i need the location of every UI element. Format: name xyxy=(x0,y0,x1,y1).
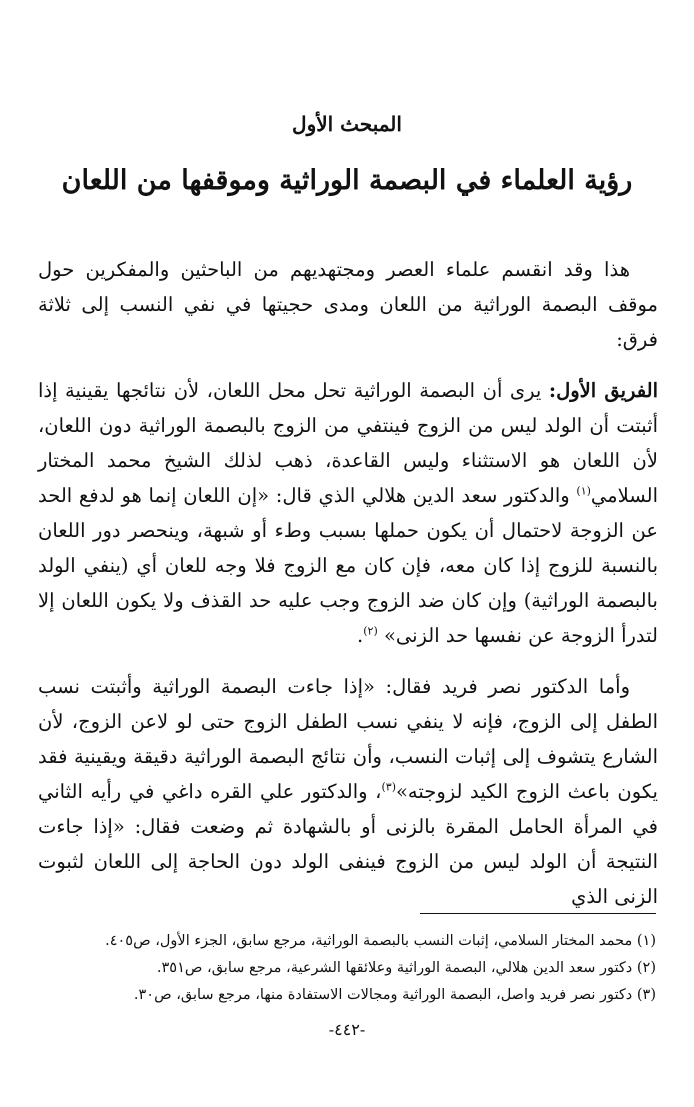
footnotes xyxy=(26,928,656,1009)
group1-end: . xyxy=(357,624,364,647)
paragraph-intro xyxy=(38,252,658,357)
group1-text-b: والدكتور سعد الدين هلالي الذي قال: «إن اللعان إنما هو لدفع الحد عن الزوجة لاحتمال أن يكون حملها بسبب وطء أو شبهة، وينحصر دور اللعان بالنسبة للزوج إذا كان معه، فإن كان مع الزوج فلا وجه للعان أي (ينفي الولد بالبصمة الوراثية) وإن كان ضد الزوج وجب عليه حد القذف ولا يكون اللعان إلا لتدرأ الزوجة عن نفسها حد الزنى» xyxy=(38,484,658,647)
page-title: رؤية العلماء في البصمة الوراثية وموقفها من اللعان xyxy=(61,165,633,196)
footnote-1: (١) محمد المختار السلامي، إثبات النسب بالبصمة الوراثية، مرجع سابق، الجزء الأول، ص٤٠٥. xyxy=(105,933,656,949)
footnote-3: (٣) دكتور نصر فريد واصل، البصمة الوراثية ومجالات الاستفادة منها، مرجع سابق، ص٣٠. xyxy=(133,987,656,1003)
intro-text: هذا وقد انقسم علماء العصر ومجتهديهم من الباحثين والمفكرين حول موقف البصمة الوراثية من اللعان ومدى حجيتها في نفي النسب إلى ثلاثة فرق: xyxy=(38,258,658,351)
para3-text-a: وأما الدكتور نصر فريد فقال: «إذا جاءت البصمة الوراثية وأثبتت نسب الطفل إلى الزوج، فإنه لا ينفي نسب الطفل الزوج حتى لو لاعن الزوج، لأن الشارع يتشوف إلى إثبات النسب، وأن نتائج البصمة الوراثية دقيقة ويقينية فقد يكون باعث الزوج الكيد لزوجته» xyxy=(38,675,658,803)
footnote-ref-2: (٢) xyxy=(363,624,378,638)
footnote-ref-1: (١) xyxy=(576,484,591,498)
paragraph-nasr-farid xyxy=(38,669,658,914)
footnote-2: (٢) دكتور سعد الدين هلالي، البصمة الوراثية وعلائقها الشرعية، مرجع سابق، ص٣٥١. xyxy=(156,960,656,976)
para3-text-b: ، والدكتور علي القره داغي في رأيه الثاني في المرأة الحامل المقرة بالزنى أو بالشهادة ثم وضعت فقال: «إذا جاءت النتيجة أن الولد ليس من الزوج فينفى الولد دون الحاجة إلى اللعان لثبوت الزنى الذي xyxy=(38,780,658,908)
body-text xyxy=(38,252,658,914)
paragraph-group1 xyxy=(38,373,658,653)
group1-lead: الفريق الأول: xyxy=(548,379,658,402)
page-number: -٤٤٢- xyxy=(328,1020,366,1039)
group1-text-a: يرى أن البصمة الوراثية تحل محل اللعان، لأن نتائجها يقينية إذا أثبتت أن الولد ليس من الزوج فينتفي من الزوج بالبصمة الوراثية دون اللعان، لأن اللعان هو الاستثناء وليس القاعدة، ذهب لذلك الشيخ محمد المختار السلامي xyxy=(38,379,658,507)
footnote-ref-3: (٣) xyxy=(381,780,396,794)
footnote-divider xyxy=(420,913,656,914)
section-label: المبحث الأول xyxy=(292,112,402,136)
